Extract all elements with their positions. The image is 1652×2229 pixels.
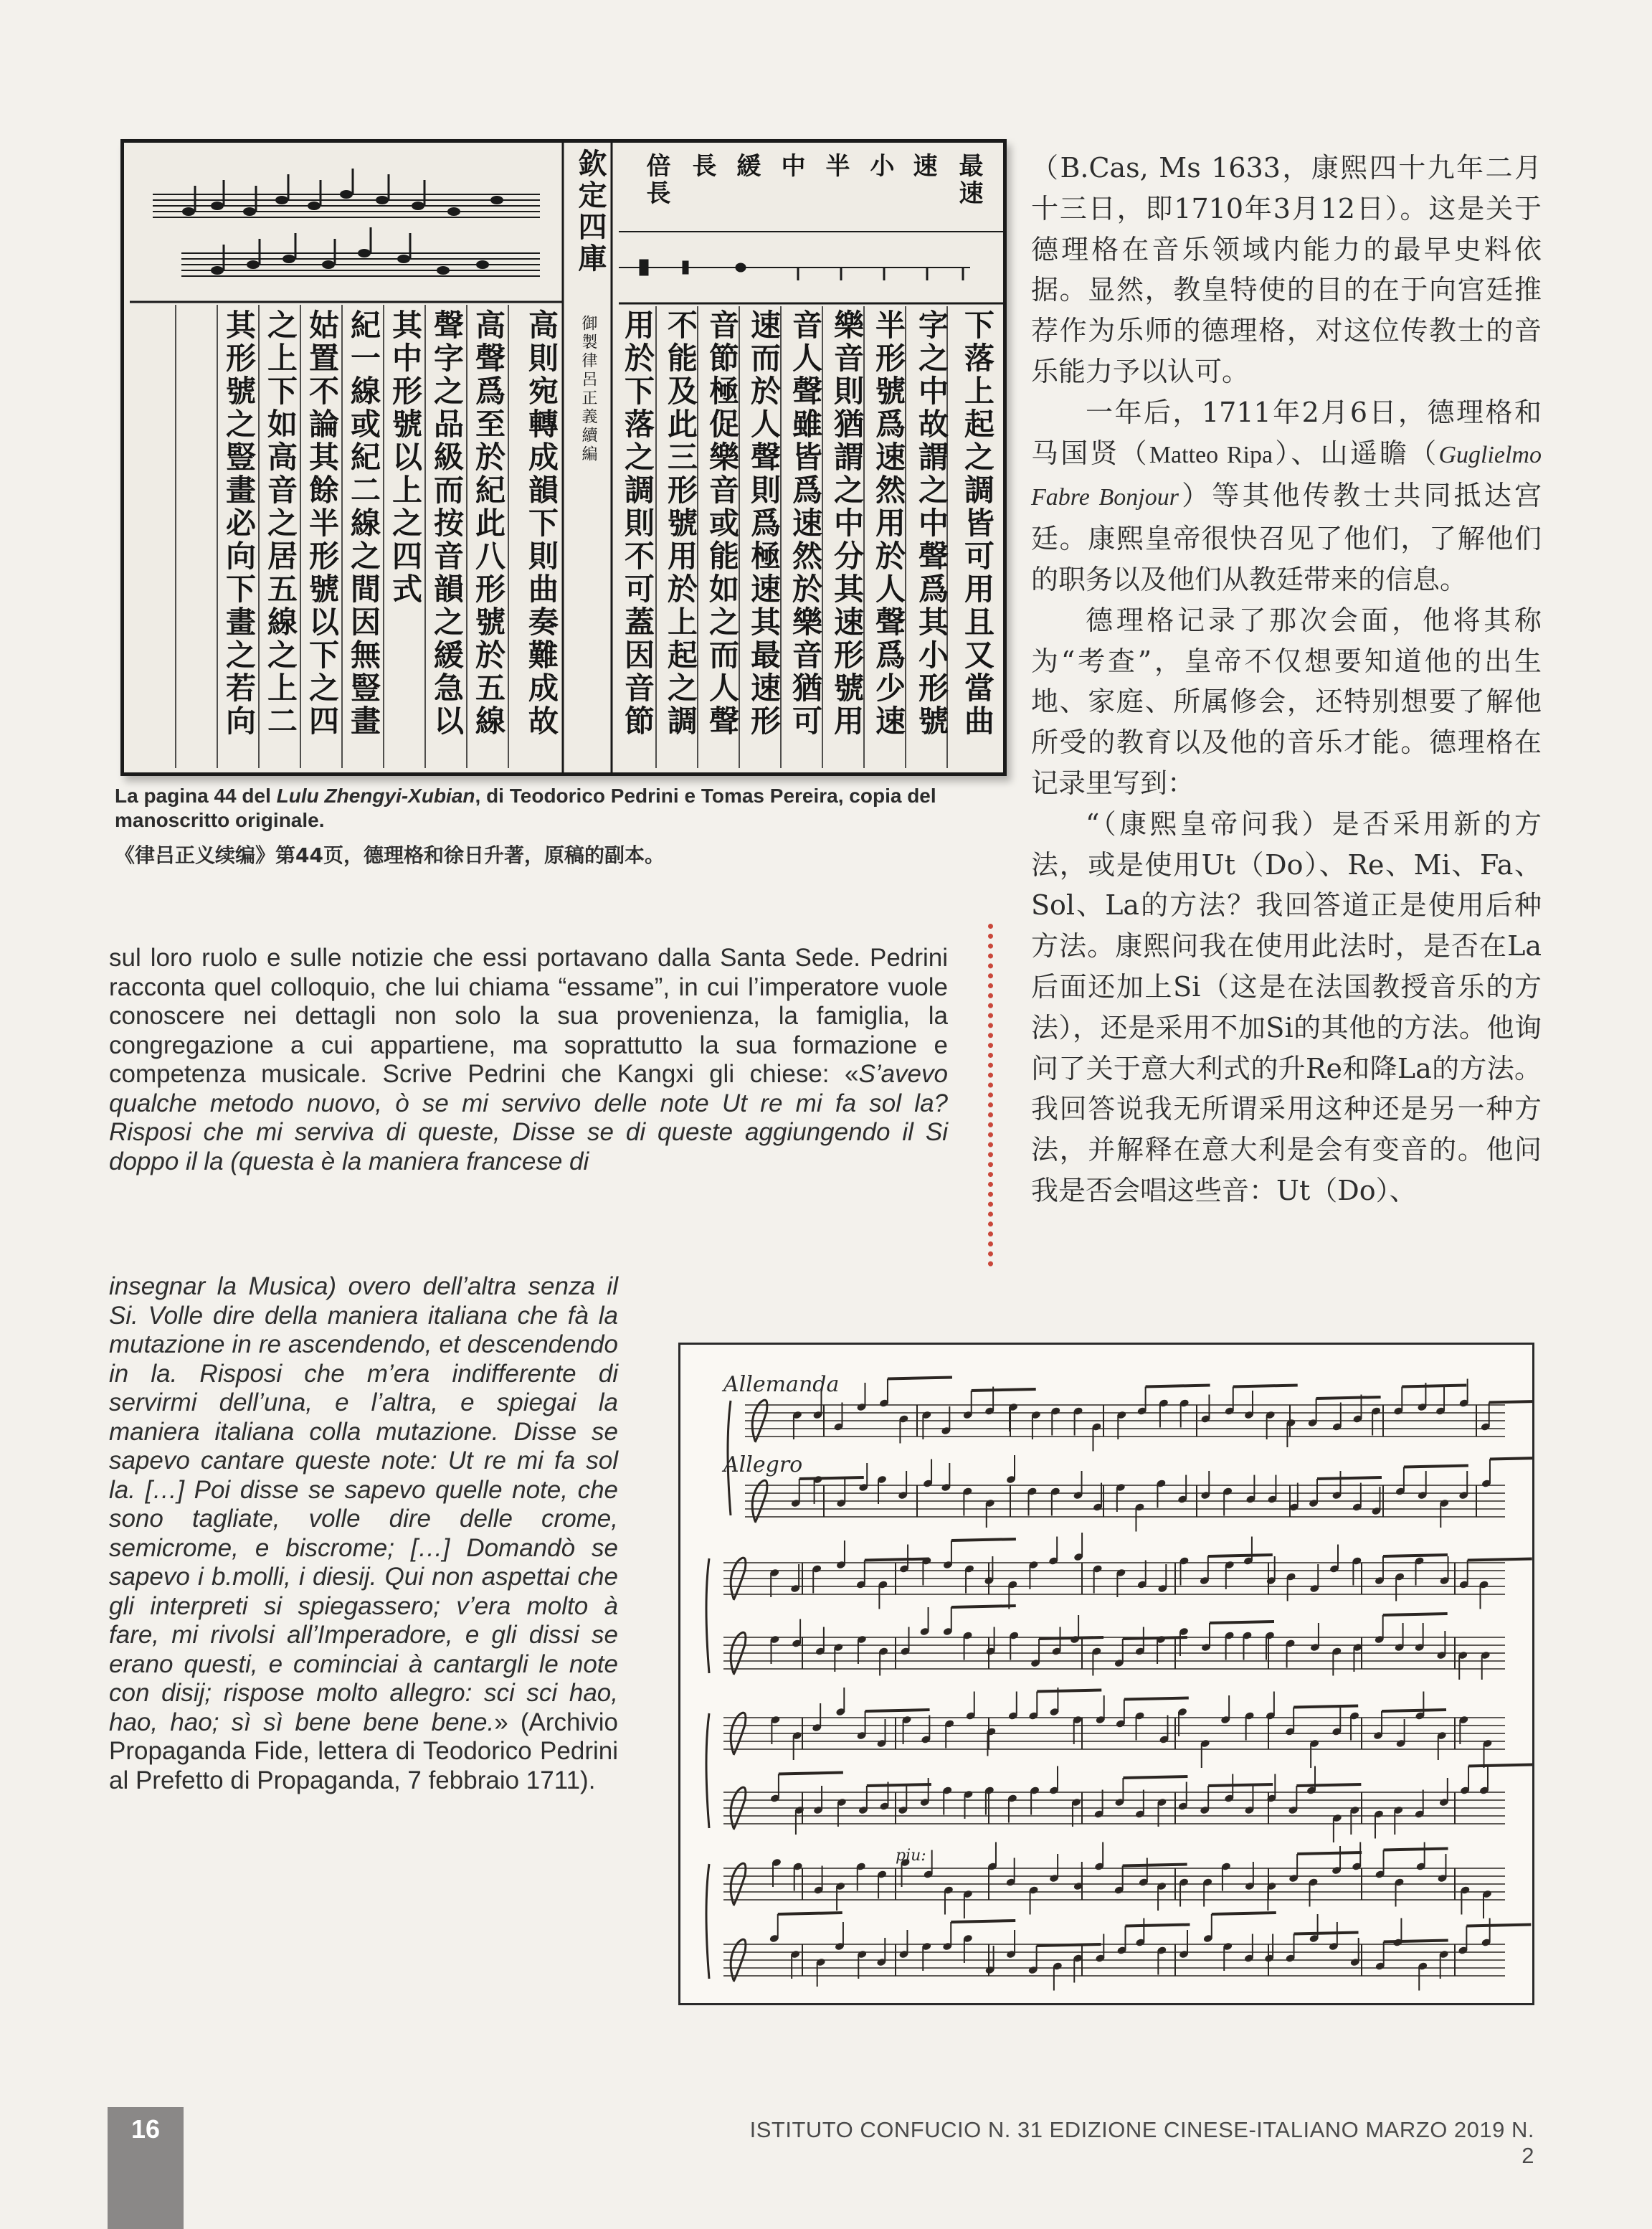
- chinese-paragraph: 德理格记录了那次会面，他将其称为“考查”，皇帝不仅想要知道他的出生地、家庭、所属修会，还特别想要了解他所受的教育以及他的音乐才能。德理格在记录里写到：: [1031, 604, 1542, 799]
- woodblock-column: 紀一線或紀二線之間因無豎畫: [346, 309, 381, 738]
- tempo-mark-allegro: Allegro: [723, 1452, 803, 1477]
- duration-label: 長: [688, 153, 716, 180]
- duration-label: 倍長: [642, 153, 670, 207]
- woodblock-title: 欽定四庫: [574, 148, 607, 275]
- chinese-paragraph: “（康熙皇帝问我）是否采用新的方法，或是使用Ut（Do）、Re、Mi、Fa、Sol、La的方法？我回答道正是使用后种方法。康熙问我在使用此法时，是否在La后面还加上Si（这是在法国教授音乐的方法），还是采用不加Si的其他的方法。他询问了关于意大利式的升Re和降La的方法。我回答说我无所谓采用这种还是另一种方法，并解释在意大利是会有变音的。他问我是否会唱这些音：Ut（Do）、: [1031, 808, 1542, 1206]
- chinese-paragraph: [1031, 392, 1542, 600]
- woodblock-side-label: 御製律呂正義續編: [579, 315, 597, 464]
- dotted-divider: [988, 924, 993, 1267]
- caption-italian-suffix: , di Teodorico Pedrini e Tomas Pereira, copia del manoscritto originale.: [115, 785, 936, 831]
- duration-label: 半: [821, 153, 850, 180]
- dynamic-mark: piu:: [896, 1847, 926, 1865]
- woodblock-column: 高聲爲至於紀此八形號於五線: [471, 309, 506, 738]
- woodblock-column: 其中形號以上之四式: [388, 309, 423, 606]
- caption-italian-title: Lulu Zhengyi-Xubian: [276, 785, 475, 807]
- woodblock-column: 音人聲雖皆爲速然於樂音猶可: [788, 309, 823, 738]
- italian-body-narrow: [109, 1272, 618, 1795]
- duration-labels: [626, 153, 999, 224]
- woodblock-column: 姑置不論其餘半形號以下之四: [305, 309, 340, 738]
- image-caption-chinese: 《律吕正义续编》第44页，德理格和徐日升著，原稿的副本。: [115, 843, 665, 867]
- woodblock-column: 聲字之品級而按音韻之緩急以: [429, 309, 465, 738]
- italian-text: sul loro ruolo e sulle notizie che essi portavano dalla Santa Sede. Pedrini racconta quel colloquio, che lui chiama “essame”, in cui l’imperatore vuole conoscere nei dettagli non solo la sua provenienza, la famiglia, la congregazione a cui appartiene, ma soprattutto la sua formazione e competenza musicale. Scrive Pedrini che Kangxi gli chiese: «: [109, 944, 948, 1088]
- name-bonjour: Guglielmo Fabre Bonjour: [1031, 441, 1542, 511]
- woodblock-column: 音節極促樂音或能如之而人聲: [705, 309, 740, 738]
- italian-paragraph: [109, 1272, 618, 1795]
- name-matteo-ripa: Matteo Ripa: [1149, 441, 1273, 468]
- image-caption-italian: [115, 784, 1018, 833]
- music-score-drawing: [680, 1345, 1532, 2003]
- italian-quote: S’avevo qualche metodo nuovo, ò se mi servivo delle note Ut re mi fa sol la? Risposi che mi serviva di queste, Disse se di queste aggiungendo il Si doppo il la (questa è la maniera francese di: [109, 1060, 948, 1175]
- woodblock-column: 用於下落之調則不可蓋因音節: [620, 309, 655, 738]
- music-manuscript-image: [678, 1343, 1534, 2005]
- chinese-paragraph-text: ）等其他传教士共同抵达宫廷。康熙皇帝很快召见了他们，了解他们的职务以及他们从教廷带来的信息。: [1031, 480, 1542, 595]
- italian-quote: insegnar la Musica) overo dell’altra senza il Si. Volle dire della maniera italiana che fà la mutazione in re ascendendo, et descendendo in la. Risposi che m’era indifferente di servirmi dell’una, e l’altra, e spiegai la maniera italiana colla mutazione. Disse se sapevo cantare queste note: Ut re mi fa sol la. […] Poi disse se sapevo quelle note, che sono tagliate, volle dire delle crome, semicrome, e biscrome; […] Domandò se sapevo i b.molli, i diesij. Qui non aspettai che gli interpreti si spiegassero; v’era molto à fare, mi rivolsi all’Imperadore, e gli dissi se erano questi, e cominciai à cantargli le note con disij; rispose molto allegro: sci sci hao, hao, hao; sì sì bene bene bene.: [109, 1272, 618, 1736]
- chinese-paragraph: （B.Cas, Ms 1633，康熙四十九年二月十三日，即1710年3月12日）。这是关于德理格在音乐领域内能力的最早史料依据。显然，教皇特使的目的在于向宫廷推荐作为乐师的德理格，对这位传教士的音乐能力予以认可。: [1031, 152, 1542, 387]
- woodblock-column: 不能及此三形號用於上起之調: [663, 309, 698, 738]
- page-number: 16: [130, 2114, 161, 2144]
- chinese-paragraph-text: 一年后，1711年2月6日，德理格和马国贤（: [1031, 396, 1542, 469]
- duration-label: 速: [908, 153, 937, 180]
- woodblock-column: 高則宛轉成韻下則曲奏難成故: [524, 309, 559, 738]
- italian-text: » (Archivio Propaganda Fide, lettera di Teodorico Pedrini al Prefetto di Propaganda, 7 febbraio 1711).: [109, 1708, 619, 1794]
- duration-label: 小: [865, 153, 894, 180]
- tempo-mark-allemanda: Allemanda: [723, 1372, 840, 1397]
- caption-italian-prefix: La pagina 44 del: [115, 785, 277, 807]
- duration-label: 中: [777, 153, 805, 180]
- woodblock-column: 半形號爲速然用於人聲爲少速: [871, 309, 906, 738]
- woodblock-column: 之上下如高音之居五線之上二: [263, 309, 298, 738]
- duration-label: 最速: [954, 153, 983, 207]
- italian-body-wide: [109, 944, 948, 1176]
- publication-footer: ISTITUTO CONFUCIO N. 31 EDIZIONE CINESE-ITALIANO MARZO 2019 N. 2: [749, 2117, 1534, 2168]
- woodblock-column: 下落上起之調皆可用且又當曲: [960, 309, 995, 738]
- chinese-paragraph-text: ）、山遥瞻（: [1273, 437, 1439, 469]
- italian-paragraph: [109, 944, 948, 1176]
- woodblock-column: 其形號之豎畫必向下畫之若向: [222, 309, 257, 738]
- woodblock-column: 速而於人聲則爲極速其最速形: [746, 309, 782, 738]
- woodblock-page-image: [120, 139, 1007, 776]
- woodblock-column: 字之中故謂之中聲爲其小形號: [914, 309, 949, 738]
- duration-label: 緩: [732, 153, 761, 180]
- chinese-body-column: [1031, 148, 1542, 1211]
- woodblock-column: 樂音則猶謂之中分其速形號用: [830, 309, 865, 738]
